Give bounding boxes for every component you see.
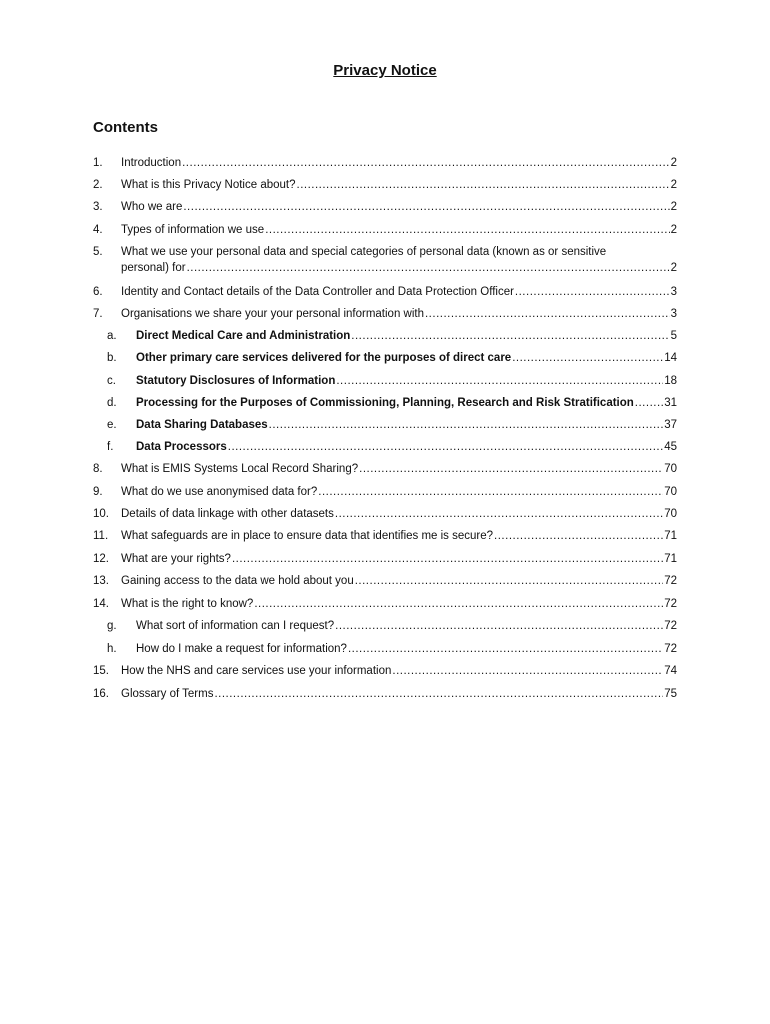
toc-entry-number: 9. <box>93 486 103 498</box>
toc-entry-page: 5 <box>670 330 677 342</box>
toc-leader-dots <box>335 618 663 634</box>
toc-entry[interactable] <box>93 686 677 702</box>
toc-entry-page: 2 <box>670 224 677 236</box>
toc-entry-number: 12. <box>93 553 109 565</box>
toc-entry-page: 70 <box>664 486 677 498</box>
toc-entry-title: Direct Medical Care and Administration <box>136 330 351 342</box>
toc-entry[interactable] <box>93 417 677 433</box>
toc-leader-dots <box>265 222 669 238</box>
toc-entry-page: 31 <box>664 397 677 409</box>
toc-entry[interactable] <box>93 641 677 657</box>
toc-entry-page: 72 <box>664 598 677 610</box>
toc-leader-dots <box>515 284 670 300</box>
toc-entry[interactable] <box>93 618 677 634</box>
toc-entry-title: Introduction <box>121 157 182 169</box>
toc-leader-dots <box>187 260 670 276</box>
toc-entry-page: 2 <box>670 262 677 274</box>
toc-entry-number: 16. <box>93 688 109 700</box>
toc-entry-title: Organisations we share your your personal information with <box>121 308 424 320</box>
toc-entry-number: 11. <box>93 530 109 542</box>
toc-entry-title: Statutory Disclosures of Information <box>136 375 336 387</box>
toc-entry-page: 70 <box>664 508 677 520</box>
toc-entry[interactable] <box>93 573 677 589</box>
toc-entry-title: What safeguards are in place to ensure data that identifies me is secure? <box>121 530 494 542</box>
toc-entry-page: 2 <box>670 179 677 191</box>
toc-entry[interactable] <box>93 155 677 171</box>
toc-entry-title: Data Processors <box>136 441 227 453</box>
toc-entry-number: c. <box>107 375 116 387</box>
toc-leader-dots <box>355 573 663 589</box>
toc-entry[interactable] <box>93 506 677 522</box>
toc-leader-dots <box>254 596 663 612</box>
toc-entry[interactable] <box>93 350 677 366</box>
toc-entry-number: 5. <box>93 246 103 258</box>
toc-leader-dots <box>351 328 669 344</box>
toc-entry-title: Details of data linkage with other datasets <box>121 508 334 520</box>
toc-leader-dots <box>359 461 663 477</box>
toc-leader-dots <box>494 528 663 544</box>
toc-entry-number: f. <box>107 441 114 453</box>
toc-entry-number: a. <box>107 330 117 342</box>
toc-leader-dots <box>228 439 663 455</box>
toc-entry-number: 8. <box>93 463 103 475</box>
toc-entry-title: Identity and Contact details of the Data Controller and Data Protection Officer <box>121 286 514 298</box>
toc-entry-title: What is this Privacy Notice about? <box>121 179 296 191</box>
toc-entry-title: How the NHS and care services use your information <box>121 665 392 677</box>
toc-entry-page: 71 <box>664 530 677 542</box>
toc-leader-dots <box>318 484 663 500</box>
toc-entry[interactable] <box>93 395 677 411</box>
toc-leader-dots <box>214 686 663 702</box>
toc-entry-title: What sort of information can I request? <box>136 620 335 632</box>
toc-entry-number: 13. <box>93 575 109 587</box>
toc-leader-dots <box>348 641 663 657</box>
toc-leader-dots <box>336 373 663 389</box>
toc-entry-number: b. <box>107 352 117 364</box>
toc-leader-dots <box>269 417 664 433</box>
toc-entry[interactable] <box>93 461 677 477</box>
toc-entry[interactable] <box>93 199 677 215</box>
toc-entry-title: Processing for the Purposes of Commissioning, Planning, Research and Risk Stratification <box>136 397 634 409</box>
toc-entry-title: What do we use anonymised data for? <box>121 486 318 498</box>
toc-entry[interactable] <box>93 284 677 300</box>
toc-entry-title: What is EMIS Systems Local Record Sharing? <box>121 463 359 475</box>
toc-entry-page: 72 <box>664 620 677 632</box>
contents-heading: Contents <box>93 119 158 136</box>
toc-entry-number: 7. <box>93 308 103 320</box>
toc-entry-number: g. <box>107 620 117 632</box>
page-title: Privacy Notice <box>333 62 437 79</box>
toc-entry-page: 71 <box>664 553 677 565</box>
toc-leader-dots <box>335 506 663 522</box>
toc-entry[interactable] <box>93 484 677 500</box>
toc-entry-page: 2 <box>670 201 677 213</box>
toc-entry-page: 3 <box>670 308 677 320</box>
toc-entry-number: 14. <box>93 598 109 610</box>
toc-entry-number: 4. <box>93 224 103 236</box>
toc-entry-page: 70 <box>664 463 677 475</box>
toc-leader-dots <box>635 395 663 411</box>
toc-entry[interactable] <box>93 177 677 193</box>
toc-entry-number: 2. <box>93 179 103 191</box>
toc-entry-title-line1: What we use your personal data and special categories of personal data (known as or sensitive <box>121 246 607 258</box>
toc-entry-page: 2 <box>670 157 677 169</box>
toc-entry-page: 3 <box>670 286 677 298</box>
toc-entry-page: 18 <box>664 375 677 387</box>
toc-entry[interactable] <box>93 551 677 567</box>
toc-entry-number: 6. <box>93 286 103 298</box>
toc-entry-title: Who we are <box>121 201 183 213</box>
toc-entry-page: 75 <box>664 688 677 700</box>
toc-entry-number: 15. <box>93 665 109 677</box>
toc-entry-title: How do I make a request for information? <box>136 643 347 655</box>
toc-entry-title: Types of information we use <box>121 224 265 236</box>
toc-entry-page: 72 <box>664 575 677 587</box>
toc-entry-page: 14 <box>664 352 677 364</box>
toc-entry-title: What is the right to know? <box>121 598 254 610</box>
toc-leader-dots <box>425 306 670 322</box>
toc-entry[interactable] <box>93 373 677 389</box>
toc-entry-number: 3. <box>93 201 103 213</box>
toc-entry-page: 74 <box>664 665 677 677</box>
toc-entry-number: 10. <box>93 508 109 520</box>
toc-entry-number: 1. <box>93 157 103 169</box>
toc-entry[interactable] <box>93 306 677 322</box>
toc-entry-page: 37 <box>664 419 677 431</box>
toc-entry-number: e. <box>107 419 117 431</box>
toc-entry[interactable] <box>93 528 677 544</box>
toc-entry-title: Glossary of Terms <box>121 688 214 700</box>
toc-entry[interactable] <box>93 596 677 612</box>
toc-entry-number: d. <box>107 397 117 409</box>
toc-leader-dots <box>183 199 669 215</box>
toc-entry-title: Gaining access to the data we hold about you <box>121 575 354 587</box>
toc-entry[interactable] <box>93 244 677 276</box>
toc-entry-page: 45 <box>664 441 677 453</box>
toc-entry-number: h. <box>107 643 117 655</box>
toc-leader-dots <box>392 663 663 679</box>
toc-entry-title: What are your rights? <box>121 553 231 565</box>
toc-entry-title: personal) for <box>121 262 186 274</box>
toc-leader-dots <box>182 155 669 171</box>
toc-entry-title: Other primary care services delivered for the purposes of direct care <box>136 352 512 364</box>
toc-leader-dots <box>297 177 670 193</box>
toc-entry[interactable] <box>93 328 677 344</box>
toc-entry[interactable] <box>93 439 677 455</box>
toc-entry[interactable] <box>93 222 677 238</box>
toc-entry-title: Data Sharing Databases <box>136 419 268 431</box>
toc-entry[interactable] <box>93 663 677 679</box>
toc-leader-dots <box>232 551 663 567</box>
toc-leader-dots <box>512 350 663 366</box>
toc-entry-page: 72 <box>664 643 677 655</box>
